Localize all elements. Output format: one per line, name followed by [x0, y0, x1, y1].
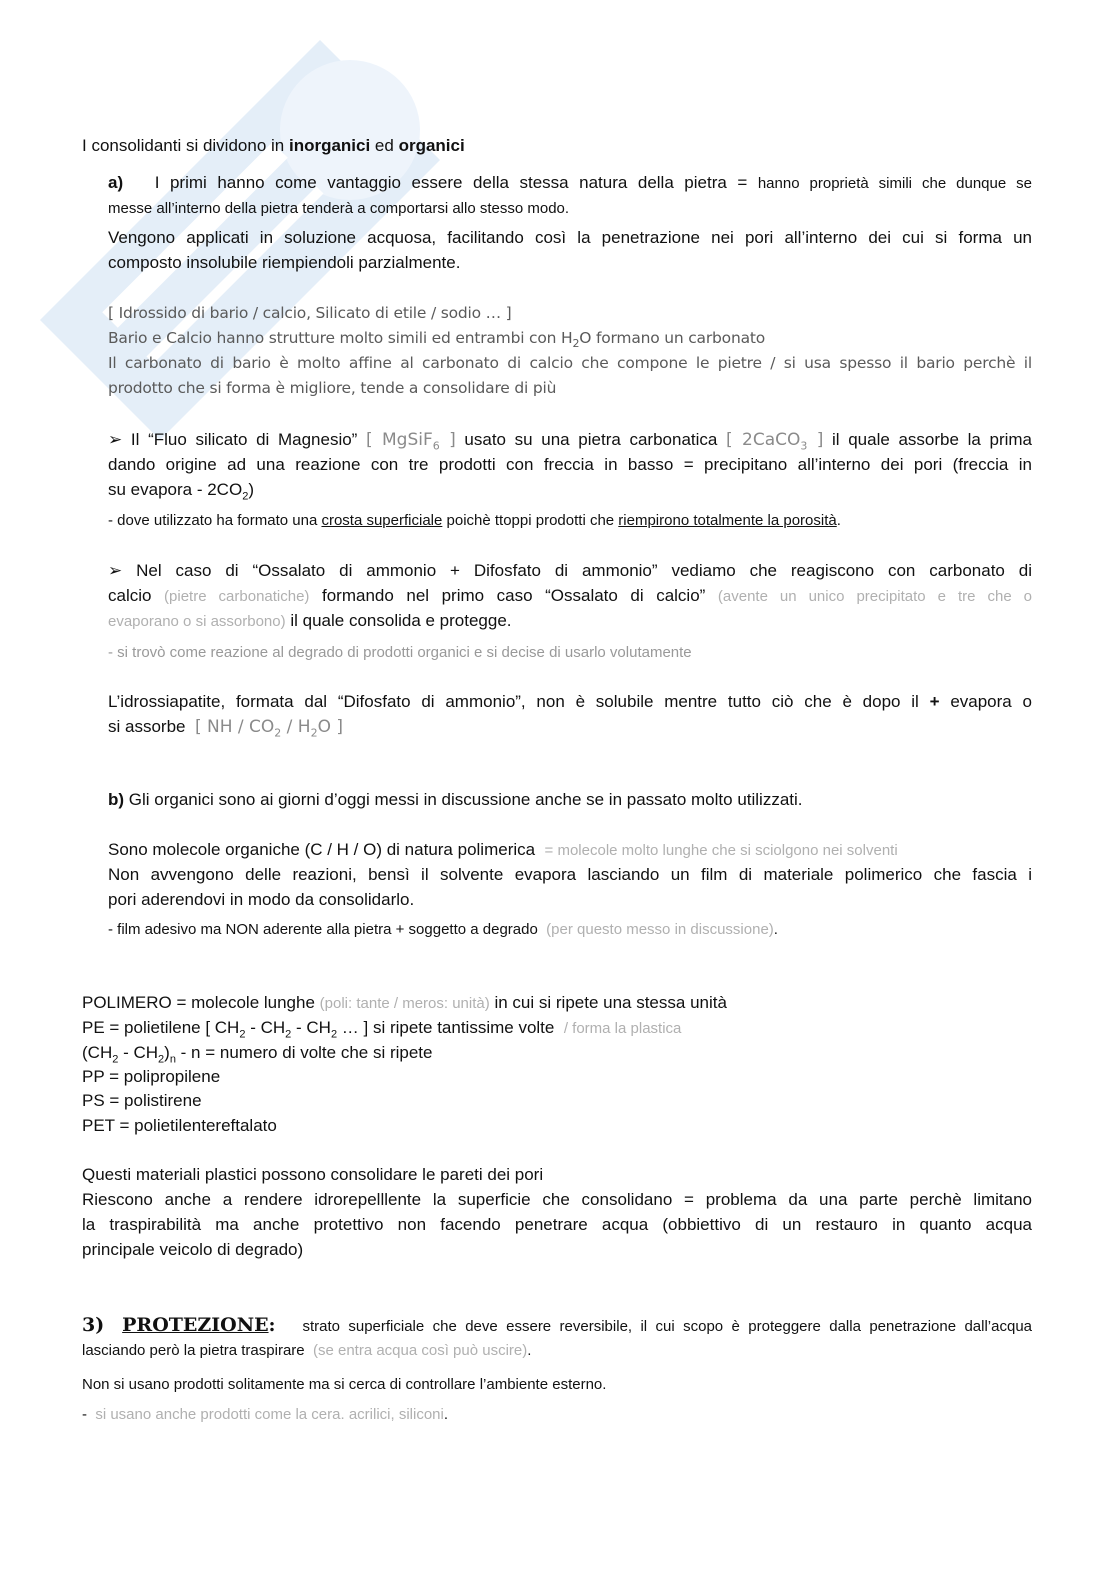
pe-line: PE = polietilene [ $CH_2 - CH_2 - CH_2$ … ] si ripete tantissime volte / forma la plastica [82, 1018, 682, 1041]
a-paragraph-line-2: composto insolubile riempiendoli parzialmente. [108, 253, 461, 272]
pet-line: PET = polietilentereftalato [82, 1116, 277, 1135]
calibri-line-4: prodotto che si forma è migliore, tende a consolidare di più [108, 379, 557, 397]
ps-line: PS = polistirene [82, 1091, 202, 1110]
plastici-line-4: principale veicolo di degrado) [82, 1240, 304, 1259]
formula-line: $(CH_2 - CH_2)_n$ - n = numero di volte che si ripete [82, 1043, 433, 1066]
ossalato-line-3: evaporano o si assorbono) il quale consolida e protegge. [108, 611, 512, 630]
fluo-line-2: dando origine ad una reazione con tre prodotti con freccia in basso = precipitano all’interno dei pori (freccia in [108, 455, 1032, 474]
fluo-note: - dove utilizzato ha formato una crosta superficiale poichè ttoppi prodotti che riempirono totalmente la porosità. [108, 512, 841, 529]
idrossiapatite-line-1: L’idrossiapatite, formata dal “Difosfato di ammonio”, non è solubile mentre tutto ciò che è dopo il + evapora o [108, 692, 1032, 711]
protezione-line-3: Non si usano prodotti solitamente ma si cerca di controllare l’ambiente esterno. [82, 1376, 607, 1393]
a-paragraph-line-1: Vengono applicati in soluzione acquosa, facilitando così la penetrazione nei pori all’interno dei cui si forma un [108, 228, 1032, 247]
plastici-line-2: Riescono anche a rendere idrorepelllente la superficie che consolidano = problema da una parte perchè limitano [82, 1190, 1032, 1209]
b-paragraph-line-1: Sono molecole organiche (C / H / O) di natura polimerica = molecole molto lunghe che si sciolgono nei solventi [108, 840, 898, 859]
plastici-line-1: Questi materiali plastici possono consolidare le pareti dei pori [82, 1165, 544, 1184]
protezione-heading-line: 3) PROTEZIONE: strato superficiale che deve essere reversibile, il cui scopo è proteggere dalla penetrazione dall’acqua [82, 1314, 1033, 1336]
b-paragraph-line-3: pori aderendovi in modo da consolidarlo. [108, 890, 415, 909]
calibri-line-3: Il carbonato di bario è molto affine al carbonato di calcio che compone le pietre / si usa spesso il bario perchè il [108, 354, 1032, 372]
protezione-note: - si usano anche prodotti come la cera. acrilici, siliconi. [82, 1406, 449, 1423]
fluo-line-3: su evapora - $2CO_2$) [108, 480, 254, 503]
idrossiapatite-line-2: si assorbe [ NH / $CO_2 / H_2O$ ] [108, 717, 344, 740]
a-line-2: messe all’interno della pietra tenderà a comportarsi allo stesso modo. [108, 200, 570, 217]
ossalato-note: - si trovò come reazione al degrado di prodotti organici e si decise di usarlo volutamente [108, 644, 692, 661]
a-line-1: a) I primi hanno come vantaggio essere della stessa natura della pietra = hanno proprietà simili che dunque se [108, 173, 1033, 192]
plastici-line-3: la traspirabilità ma anche protettivo non facendo penetrare acqua (obbiettivo di un restauro in quanto acqua [82, 1215, 1032, 1234]
protezione-title: PROTEZIONE [122, 1314, 269, 1336]
b-paragraph-line-2: Non avvengono delle reazioni, bensì il solvente evapora lasciando un film di materiale polimerico che fascia i [108, 865, 1032, 884]
calibri-line-1: [ Idrossido di bario / calcio, Silicato di etile / sodio … ] [108, 304, 512, 322]
pp-line: PP = polipropilene [82, 1067, 221, 1086]
fluo-line-1: ➢ Il “Fluo silicato di Magnesio” [ MgSiF$_6$ ] usato su una pietra carbonatica [ 2CaCO$_3$ ] il quale assorbe la prima [108, 430, 1033, 453]
ossalato-line-2: calcio (pietre carbonatiche) formando nel primo caso “Ossalato di calcio” (avente un unico precipitato e tre che o [108, 586, 1032, 605]
intro-line: I consolidanti si dividono in inorganici ed organici [82, 136, 465, 155]
b-line-1: b) Gli organici sono ai giorni d’oggi messi in discussione anche se in passato molto utilizzati. [108, 790, 803, 809]
polimero-line: POLIMERO = molecole lunghe (poli: tante / meros: unità) in cui si ripete una stessa unità [82, 993, 727, 1012]
calibri-line-2: Bario e Calcio hanno strutture molto simili ed entrambi con $H_2O$ formano un carbonato [108, 329, 766, 351]
ossalato-line-1: ➢ Nel caso di “Ossalato di ammonio + Difosfato di ammonio” vediamo che reagiscono con carbonato di [108, 561, 1032, 580]
b-note: - film adesivo ma NON aderente alla pietra + soggetto a degrado (per questo messo in discussione). [108, 921, 778, 938]
protezione-line-2: lasciando però la pietra traspirare (se entra acqua così può uscire). [82, 1342, 532, 1359]
